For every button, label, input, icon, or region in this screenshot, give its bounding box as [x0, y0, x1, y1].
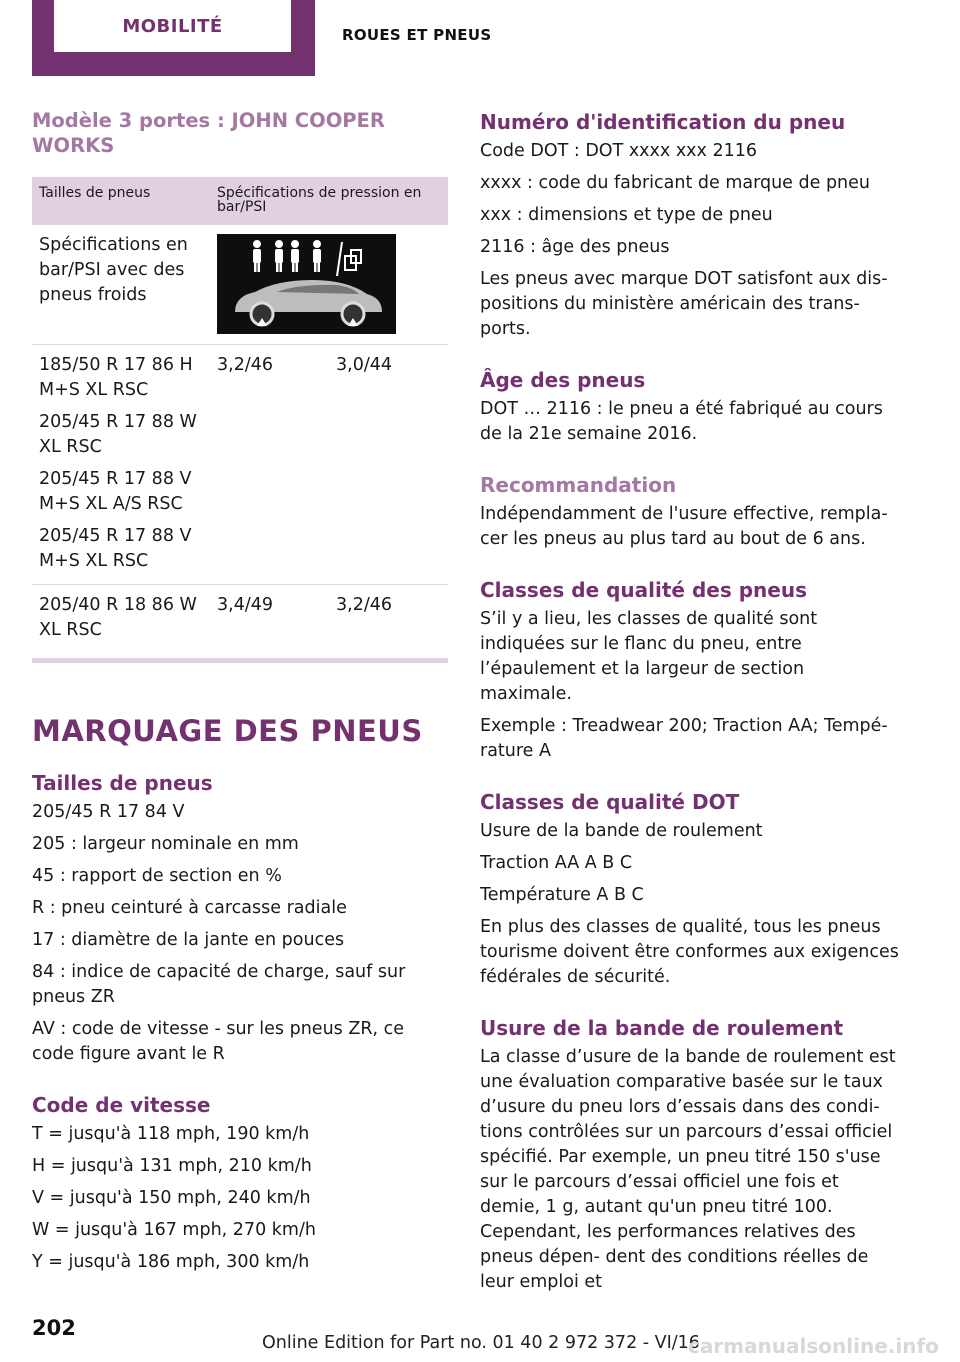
- speed-line: Y = jusqu'à 186 mph, 300 km/h: [32, 1252, 310, 1272]
- marking-title: MARQUAGE DES PNEUS: [32, 714, 423, 748]
- speed-line: W = jusqu'à 167 mph, 270 km/h: [32, 1220, 316, 1240]
- quality-line: S’il y a lieu, les classes de qualité sont indiquées sur le flanc du pneu, entre l’épaulement et la largeur de section maximale.: [480, 609, 818, 704]
- speed-line: T = jusqu'à 118 mph, 190 km/h: [32, 1124, 310, 1144]
- table-header-pressure: Spécifications de pression en bar/PSI: [210, 177, 448, 225]
- sizes-line: 84 : indice de capacité de charge, sauf sur pneus ZR: [32, 962, 406, 1007]
- tire-size: 205/45 R 17 88 V M+S XL RSC: [39, 526, 192, 571]
- dot-title: Classes de qualité DOT: [480, 790, 740, 814]
- right-column: [480, 108, 900, 1302]
- table-row: [32, 585, 448, 661]
- id-line: 2116 : âge des pneus: [480, 237, 670, 257]
- table-cell-sizes: [32, 345, 210, 585]
- pressure-table: [32, 177, 448, 663]
- tread-text: La classe d’usure de la bande de roulement est une évaluation comparative basée sur le taux d’usure du pneu lors d’essais dans des condi‐ tions contrôlées sur un parcours d’essai officiel spécifié. Par exemple, un pneu titré 150 s'use sur le parcours d’essai officiel une fois et demie, 1 g, autant qu'un pneu titré 100. Cependant, les performances relatives des pneus dépen‐ dent des conditions réelles de leur emploi et: [480, 1047, 896, 1292]
- reco-title: Recommandation: [480, 473, 677, 497]
- sizes-line: 205 : largeur nominale en mm: [32, 834, 299, 854]
- tire-size: 205/45 R 17 88 V M+S XL A/S RSC: [39, 469, 192, 514]
- tire-size: 205/40 R 18 86 W XL RSC: [39, 595, 197, 640]
- id-title: Numéro d'identification du pneu: [480, 110, 846, 134]
- page-number: 202: [32, 1316, 76, 1340]
- sizes-line: R : pneu ceinturé à carcasse radiale: [32, 898, 347, 918]
- model-title: Modèle 3 portes : JOHN COOPER WORKS: [32, 109, 385, 157]
- table-intro-label: Spécifications en bar/PSI avec des pneus froids: [32, 225, 210, 345]
- dot-line: Usure de la bande de roulement: [480, 821, 763, 841]
- header-tab-mobilite-inner: [54, 0, 291, 52]
- dot-line: En plus des classes de qualité, tous les pneus tourisme doivent être conformes aux exigences fédérales de sécurité.: [480, 917, 899, 987]
- footer-edition: Online Edition for Part no. 01 40 2 972 372 - VI/16: [262, 1333, 700, 1353]
- table-header-row: [32, 177, 448, 225]
- speed-line: H = jusqu'à 131 mph, 210 km/h: [32, 1156, 312, 1176]
- speed-title: Code de vitesse: [32, 1093, 211, 1117]
- sizes-line: AV : code de vitesse - sur les pneus ZR, ce code figure avant le R: [32, 1019, 405, 1064]
- tire-size: 205/45 R 17 88 W XL RSC: [39, 412, 197, 457]
- header-tab-mobilite[interactable]: [32, 0, 315, 76]
- table-cell-sizes: [32, 585, 210, 661]
- table-cell-front: 3,2/46: [210, 345, 329, 585]
- sizes-line: 45 : rapport de section en %: [32, 866, 282, 886]
- car-load-icon: [217, 234, 396, 334]
- header-tab-mobilite-label: MOBILITÉ: [122, 15, 223, 37]
- dot-line: Température A B C: [480, 885, 644, 905]
- quality-line: Exemple : Treadwear 200; Traction AA; Tempé‐ rature A: [480, 716, 888, 761]
- table-cell-rear: 3,0/44: [329, 345, 448, 585]
- table-row: [32, 345, 448, 585]
- reco-text: Indépendamment de l'usure effective, rempla‐ cer les pneus au plus tard au bout de 6 ans.: [480, 504, 888, 549]
- id-line: xxx : dimensions et type de pneu: [480, 205, 773, 225]
- speed-line: V = jusqu'à 150 mph, 240 km/h: [32, 1188, 311, 1208]
- table-header-sizes: Tailles de pneus: [32, 177, 210, 225]
- id-line: Les pneus avec marque DOT satisfont aux dis‐ positions du ministère américain des trans‐ ports.: [480, 269, 888, 339]
- table-row-intro: [32, 225, 448, 345]
- id-line: Code DOT : DOT xxxx xxx 2116: [480, 141, 757, 161]
- dot-line: Traction AA A B C: [480, 853, 633, 873]
- watermark: carmanualsonline.info: [688, 1334, 939, 1358]
- left-column: [32, 108, 448, 1282]
- table-cell-rear: 3,2/46: [329, 585, 448, 661]
- car-load-pictogram: [217, 234, 396, 334]
- id-line: xxxx : code du fabricant de marque de pneu: [480, 173, 871, 193]
- tread-title: Usure de la bande de roulement: [480, 1016, 844, 1040]
- sizes-line: 205/45 R 17 84 V: [32, 802, 185, 822]
- header-tab-roues-pneus[interactable]: ROUES ET PNEUS: [342, 26, 492, 44]
- age-text: DOT … 2116 : le pneu a été fabriqué au cours de la 21e semaine 2016.: [480, 399, 883, 444]
- tire-size: 185/50 R 17 86 H M+S XL RSC: [39, 355, 193, 400]
- age-title: Âge des pneus: [480, 368, 646, 392]
- table-cell-front: 3,4/49: [210, 585, 329, 661]
- sizes-title: Tailles de pneus: [32, 771, 213, 795]
- sizes-line: 17 : diamètre de la jante en pouces: [32, 930, 345, 950]
- quality-title: Classes de qualité des pneus: [480, 578, 807, 602]
